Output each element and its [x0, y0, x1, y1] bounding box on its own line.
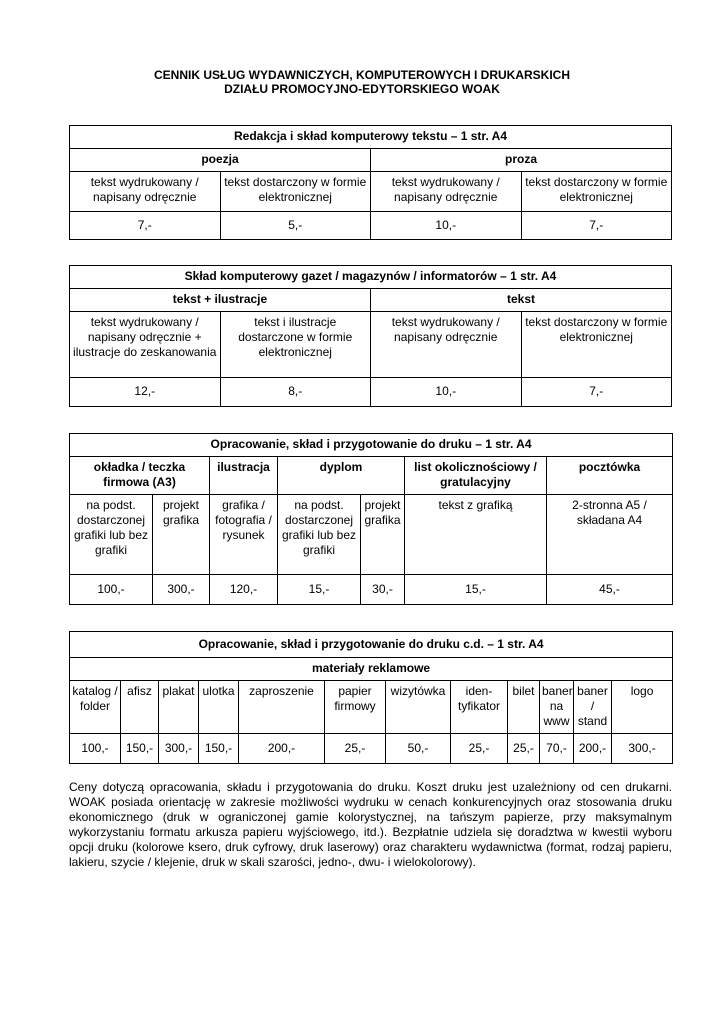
price-cell: 12,- [70, 378, 221, 407]
column-label: na podst. dostarczonej grafiki lub bez grafiki [278, 495, 361, 575]
price-cell: 300,- [612, 734, 673, 764]
column-label: tekst dostarczony w formie elektronicznej [521, 312, 672, 378]
table-header: Opracowanie, skład i przygotowanie do druku c.d. – 1 str. A4 [70, 632, 673, 658]
group-header-postcard: pocztówka [547, 457, 673, 495]
column-label: tekst wydrukowany / napisany odręcznie [371, 312, 522, 378]
column-label: tekst dostarczony w formie elektronicznej [220, 172, 371, 212]
price-table-advertising [69, 631, 673, 764]
table-header: Skład komputerowy gazet / magazynów / informatorów – 1 str. A4 [70, 266, 672, 289]
price-cell: 70,- [540, 734, 574, 764]
column-label: baner na www [540, 681, 574, 734]
column-label: papier firmowy [325, 681, 386, 734]
column-label: plakat [159, 681, 199, 734]
price-cell: 7,- [70, 212, 221, 240]
price-table-design-prepress [69, 433, 673, 605]
price-cell: 10,- [371, 378, 522, 407]
column-label: zaproszenie [239, 681, 325, 734]
group-header-prose: proza [371, 149, 672, 172]
column-label: tekst wydrukowany / napisany odręcznie [371, 172, 522, 212]
column-label: 2-stronna A5 / składana A4 [547, 495, 673, 575]
price-cell: 100,- [70, 575, 153, 605]
price-cell: 300,- [153, 575, 210, 605]
column-label: tekst z grafiką [405, 495, 547, 575]
price-cell: 30,- [361, 575, 405, 605]
column-label: projekt grafika [153, 495, 210, 575]
column-label: tekst dostarczony w formie elektronicznej [521, 172, 672, 212]
price-cell: 10,- [371, 212, 522, 240]
group-header-letter: list okolicznościowy / gratulacyjny [405, 457, 547, 495]
price-cell: 25,- [451, 734, 508, 764]
price-cell: 200,- [239, 734, 325, 764]
column-label: wizytówka [386, 681, 451, 734]
pricing-note: Ceny dotyczą opracowania, składu i przygotowania do druku. Koszt druku jest uzależniony od cen drukarni. WOAK posiada orientację w zakresie możliwości wydruku w cenach konkurencyjnych oraz stosowania druku ekonomicznego (druk w ograniczonej gamie kolorystycznej, na tańszym papierze, przy maksymalnym wykorzystaniu formatu arkusza papieru wyjściowego, itd.). Bezpłatnie udziela się doradztwa w kwestii wyboru opcji druku (kolorowe ksero, druk cyfrowy, druk laserowy) oraz charakteru wydawnictwa (format, rodzaj papieru, lakieru, szycie / klejenie, druk w skali szarości, jedno-, dwu- i wielokolorowy). [69, 780, 672, 869]
price-cell: 5,- [220, 212, 371, 240]
price-cell: 300,- [159, 734, 199, 764]
column-label: grafika / fotografia / rysunek [210, 495, 278, 575]
table-header: Redakcja i skład komputerowy tekstu – 1 str. A4 [70, 126, 672, 149]
group-header-illustration: ilustracja [210, 457, 278, 495]
column-label: bilet [508, 681, 540, 734]
price-cell: 15,- [278, 575, 361, 605]
price-cell: 25,- [325, 734, 386, 764]
price-cell: 45,- [547, 575, 673, 605]
title-line-1: CENNIK USŁUG WYDAWNICZYCH, KOMPUTEROWYCH I DRUKARSKICH [154, 68, 570, 82]
price-cell: 7,- [521, 378, 672, 407]
column-label: katalog / folder [70, 681, 121, 734]
group-header-text: tekst [371, 289, 672, 312]
page-title [0, 68, 724, 96]
column-label: na podst. dostarczonej grafiki lub bez grafiki [70, 495, 153, 575]
group-header-poetry: poezja [70, 149, 371, 172]
column-label: iden-tyfikator [451, 681, 508, 734]
column-label: logo [612, 681, 673, 734]
title-line-2: DZIAŁU PROMOCYJNO-EDYTORSKIEGO WOAK [224, 82, 500, 96]
table-header: Opracowanie, skład i przygotowanie do druku – 1 str. A4 [70, 434, 673, 457]
price-table-newspaper-layout [69, 265, 672, 407]
price-cell: 150,- [199, 734, 239, 764]
column-label: tekst wydrukowany / napisany odręcznie [70, 172, 221, 212]
group-header-ads: materiały reklamowe [70, 658, 673, 681]
price-cell: 7,- [521, 212, 672, 240]
column-label: ulotka [199, 681, 239, 734]
price-table-text-editing [69, 125, 672, 240]
column-label: tekst i ilustracje dostarczone w formie elektronicznej [220, 312, 371, 378]
price-cell: 50,- [386, 734, 451, 764]
price-cell: 200,- [574, 734, 612, 764]
column-label: projekt grafika [361, 495, 405, 575]
column-label: baner / stand [574, 681, 612, 734]
group-header-cover: okładka / teczka firmowa (A3) [70, 457, 210, 495]
group-header-text-illustrations: tekst + ilustracje [70, 289, 371, 312]
price-cell: 8,- [220, 378, 371, 407]
column-label: tekst wydrukowany / napisany odręcznie + ilustracje do zeskanowania [70, 312, 221, 378]
group-header-diploma: dyplom [278, 457, 405, 495]
price-cell: 100,- [70, 734, 121, 764]
column-label: afisz [121, 681, 159, 734]
price-cell: 25,- [508, 734, 540, 764]
price-cell: 120,- [210, 575, 278, 605]
price-cell: 15,- [405, 575, 547, 605]
price-cell: 150,- [121, 734, 159, 764]
